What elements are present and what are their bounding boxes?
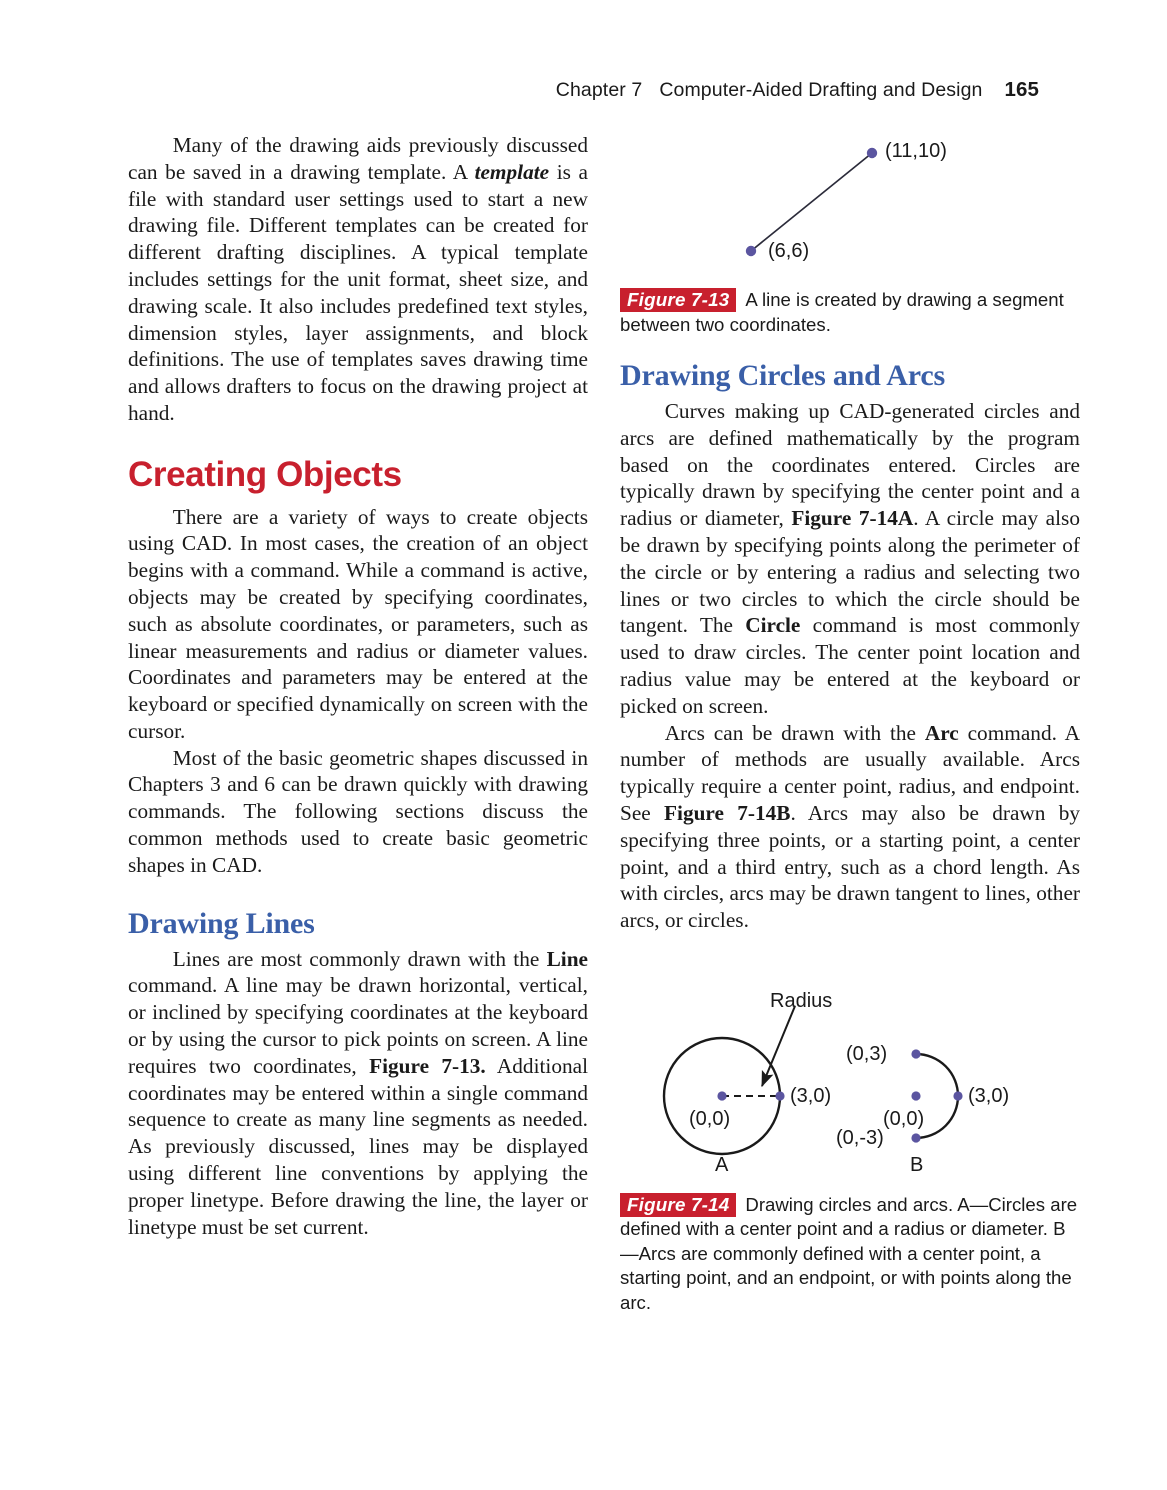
figure-7-14-artwork [620,968,1080,1183]
paragraph-basic-shapes: Most of the basic geometric shapes discussed in Chapters 3 and 6 can be drawn quickly with drawing commands. The following sections discuss the common methods used to create basic geometric shapes in CAD. [128,745,588,877]
figure-7-13 [620,132,1080,337]
figure-7-13-caption-text: A line is created by drawing a segment between two coordinates. [620,289,1064,335]
run-bold-figure-7-14a: Figure 7-14A [791,506,914,531]
label-a-edge: (3,0) [790,1084,832,1107]
point-marker-6-6 [746,246,756,256]
radius-leader-line [762,1006,795,1086]
run-bold-line-command: Line [546,946,588,971]
point-marker-b-bottom [911,1133,920,1142]
run-text: command. A line may be drawn horizontal, vertical, or inclined by specifying coordinates at the keyboard or by using the cursor to pick points on screen. A line requires two coordinates, [128,973,588,1078]
run-text: Arcs can be drawn with the [664,720,925,745]
line-segment [751,153,872,251]
label-b-bottom: (0,-3) [836,1126,884,1149]
label-part-a: A [715,1153,729,1176]
figure-7-13-tag: Figure 7-13 [620,288,736,312]
running-head [556,78,1039,102]
figure-7-14-caption [620,1193,1080,1316]
run-text: Lines are most commonly drawn with the [172,946,547,971]
run-text: Many of the drawing aids previously discussed can be saved in a drawing template. A [128,133,588,184]
point-marker-a-center [717,1091,726,1100]
heading-creating-objects: Creating Objects [128,454,402,494]
point-label-6-6: (6,6) [768,240,810,262]
label-part-b: B [910,1153,924,1176]
paragraph-circles [620,398,1080,720]
figure-7-14-svg [620,968,1080,1183]
figure-7-13-caption [620,288,1080,337]
figure-7-14 [620,968,1080,1316]
run-text: Additional coordinates may be entered within a single command sequence to create as many line segments as needed. As previously discussed, lines may be displayed using different line conventions by applying the proper linetype. Before drawing the line, the layer or linetype must be set current. [128,1053,589,1239]
point-marker-a-edge [775,1091,784,1100]
run-emphasis-template: template [474,159,550,184]
paragraph-lines [128,946,588,1241]
label-b-center: (0,0) [883,1107,925,1130]
paragraph-variety-of-ways: There are a variety of ways to create objects using CAD. In most cases, the creation of an object begins with a command. While a command is active, objects may be created by specifying coordinates, such as absolute coordinates, or parameters, such as linear measurements and radius or diameter values. Coordinates and parameters may be entered at the keyboard or specified dynamically on screen with the cursor. [128,504,588,743]
paragraph-arcs [620,720,1080,934]
run-bold-figure-7-14b: Figure 7-14B [664,800,791,825]
run-text: command is most commonly used to draw circles. The center point location and radius value may be entered at the keyboard or picked on screen. [620,613,1081,718]
point-marker-b-center [911,1091,920,1100]
point-marker-b-top [911,1049,920,1058]
heading-drawing-circles-and-arcs: Drawing Circles and Arcs [620,359,945,392]
point-label-11-10: (11,10) [885,140,947,162]
figure-7-14-caption-text: Drawing circles and arcs. A—Circles are defined with a center point and a radius or diameter. B—Arcs are commonly defined with a center point, a starting point, and an endpoint, or with points along the arc. [620,1193,1078,1313]
label-b-right: (3,0) [968,1084,1010,1107]
running-head-chapter: Chapter 7 [555,79,643,101]
run-text: command. A number of methods are usually available. Arcs typically require a center point, radius, and endpoint. See [620,720,1080,825]
point-marker-11-10 [867,148,877,158]
running-head-title: Computer-Aided Drafting and Design [659,79,983,101]
run-text: . Arcs may also be drawn by specifying three points, or a starting point, a center point, and a third entry, such as a chord length. As with circles, arcs may be drawn tangent to lines, other arcs, or circles. [620,800,1080,933]
run-bold-figure-ref: Figure 7-13. [369,1053,486,1078]
heading-drawing-lines: Drawing Lines [128,906,315,940]
figure-7-13-artwork [620,132,1080,282]
paragraph-template [128,132,588,427]
right-column [620,132,1080,1315]
run-bold-circle-command: Circle [745,613,801,638]
left-column [128,132,588,1240]
point-marker-b-right [953,1091,962,1100]
run-text: Curves making up CAD-generated circles and arcs are defined mathematically by the program based on the coordinates entered. Circles are typically drawn by specifying the center point and a radius or diameter, [620,399,1080,531]
run-text: is a file with standard user settings used to start a new drawing file. Different templates can be created for different drafting disciplines. A typical template includes settings for the unit format, sheet size, and drawing scale. It also includes predefined text styles, dimension styles, layer assignments, and block definitions. The use of templates saves drawing time and allows drafters to focus on the drawing project at hand. [128,159,588,425]
figure-7-14-tag: Figure 7-14 [620,1193,736,1217]
run-bold-arc-command: Arc [924,720,959,745]
figure-7-13-svg [620,132,1080,282]
radius-label: Radius [770,989,833,1012]
run-text: . A circle may also be drawn by specifying points along the perimeter of the circle or by entering a radius and selecting two lines or two circles to which the circle should be tangent. The [620,506,1080,638]
label-a-center: (0,0) [689,1107,731,1130]
page-number: 165 [1004,78,1039,101]
label-b-top: (0,3) [846,1042,888,1065]
